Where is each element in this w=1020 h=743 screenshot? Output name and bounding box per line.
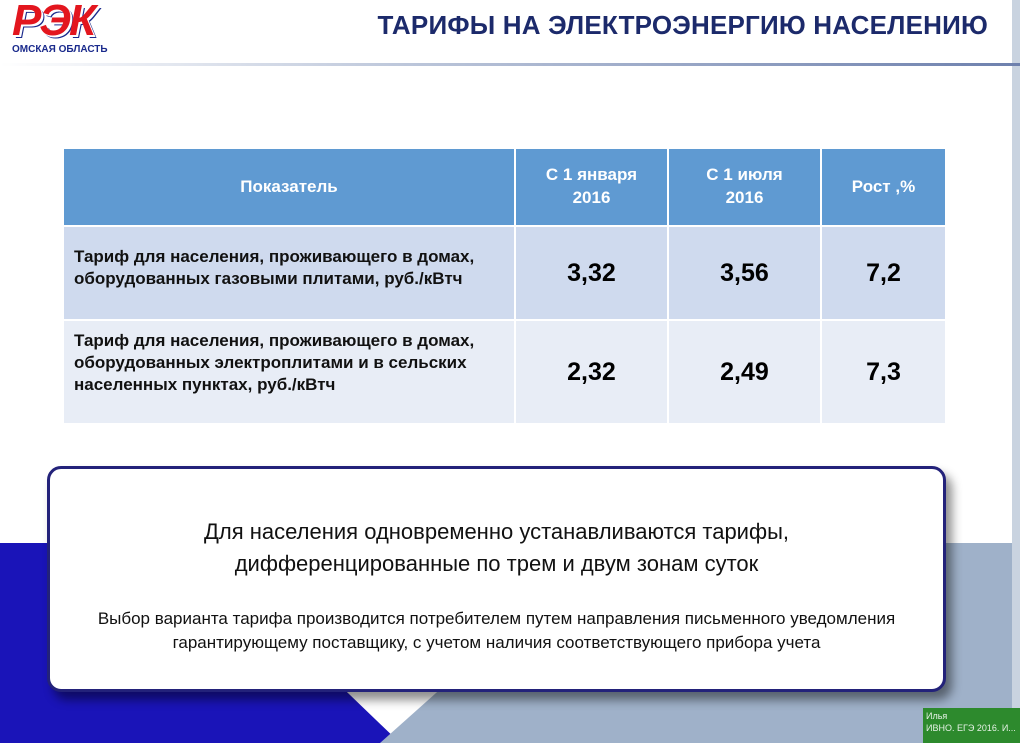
row-indicator: Тариф для населения, проживающего в домах, оборудованных газовыми плитами, руб./кВтч: [64, 226, 515, 320]
table-row: [64, 320, 945, 423]
info-note-box: [47, 466, 946, 692]
tariff-table: [64, 149, 945, 423]
note-sub-content: Выбор варианта тарифа производится потребителем путем направления письменного уведомления гарантирующему поставщику, с учетом наличия соответствующего прибора учета: [97, 609, 896, 652]
table-row: [64, 226, 945, 320]
rek-logo: [8, 0, 108, 60]
note-main-text: [50, 516, 943, 580]
slide-header: [0, 0, 1020, 66]
page-title: ТАРИФЫ НА ЭЛЕКТРОЭНЕРГИЮ НАСЕЛЕНИЮ: [377, 10, 988, 40]
value-growth: 7,3: [821, 320, 945, 423]
header-indicator: Показатель: [64, 149, 515, 226]
value-january: 3,32: [515, 226, 668, 320]
note-sub-text: [50, 607, 943, 655]
header-july: С 1 июля 2016: [668, 149, 821, 226]
value-july: 2,49: [668, 320, 821, 423]
value-july: 3,56: [668, 226, 821, 320]
watermark-line1: Илья: [926, 711, 948, 721]
row-indicator: Тариф для населения, проживающего в домах, оборудованных электроплитами и в сельских населенных пунктах, руб./кВтч: [64, 320, 515, 423]
logo-region: ОМСКАЯ ОБЛАСТЬ: [12, 44, 108, 55]
value-january: 2,32: [515, 320, 668, 423]
watermark-line2: ИВНО. ЕГЭ 2016. И...: [926, 722, 1016, 733]
value-growth: 7,2: [821, 226, 945, 320]
header-january: С 1 января 2016: [515, 149, 668, 226]
table-header-row: [64, 149, 945, 226]
header-growth: Рост ,%: [821, 149, 945, 226]
note-main-content: Для населения одновременно устанавливаются тарифы, дифференцированные по трем и двум зонам суток: [204, 519, 789, 576]
header-divider: [0, 63, 1020, 66]
watermark: [923, 708, 1020, 743]
background-edge: [1012, 0, 1020, 743]
logo-text: РЭК: [12, 0, 95, 45]
